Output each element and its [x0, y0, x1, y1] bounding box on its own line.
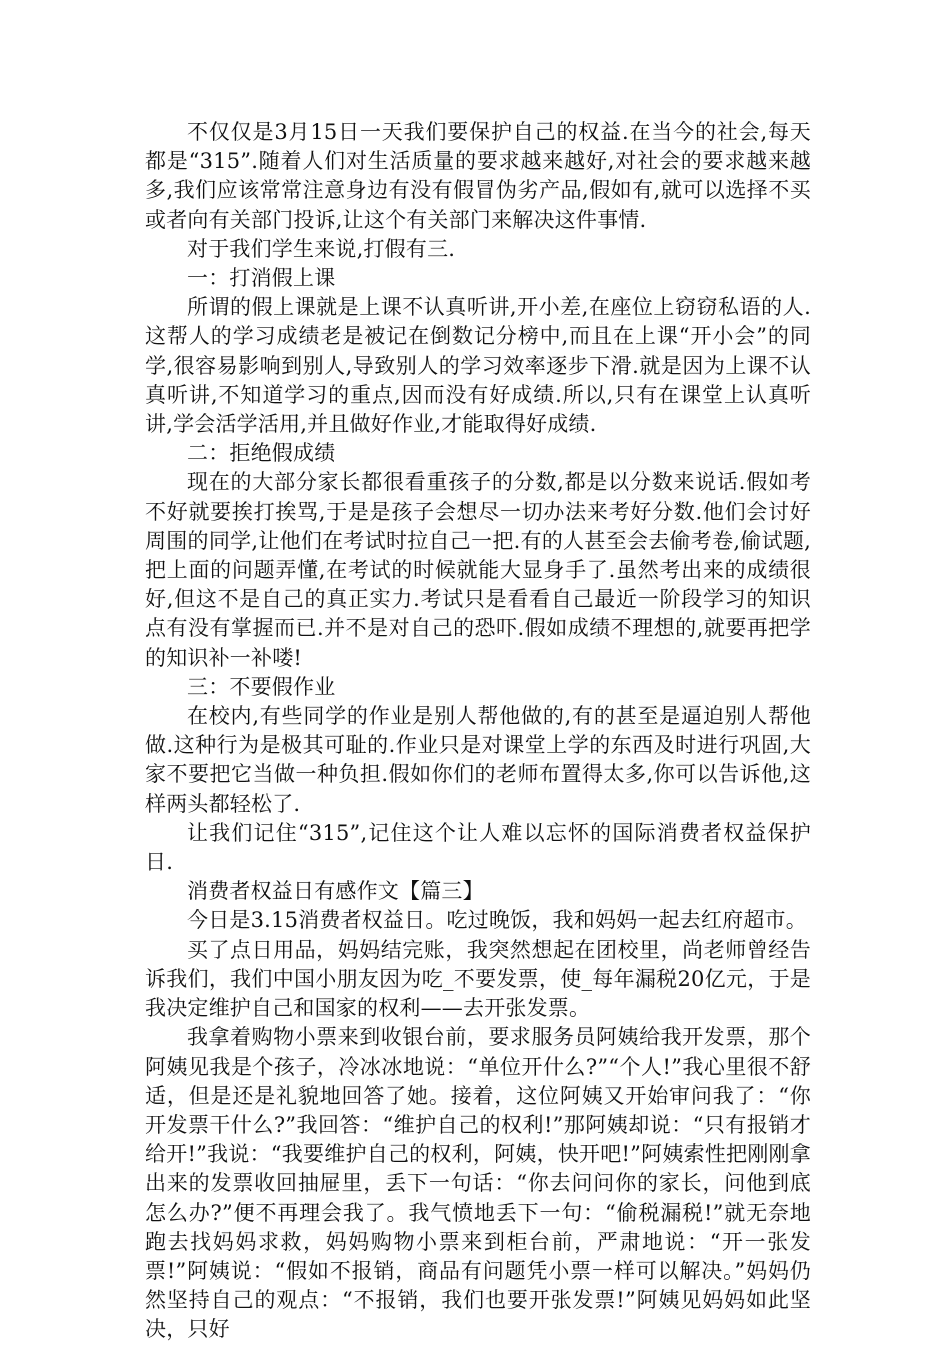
paragraph-point-one: 所谓的假上课就是上课不认真听讲,开小差,在座位上窃窃私语的人.这帮人的学习成绩老是被记在倒数记分榜中,而且在上课“开小会”的同学,很容易影响到别人,导致别人的学习效率逐步下滑.就是因为上课不认真听讲,不知道学习的重点,因而没有好成绩.所以,只有在课堂上认真听讲,学会活学活用,并且做好作业,才能取得好成绩.	[145, 295, 811, 437]
paragraph-point-three: 在校内,有些同学的作业是别人帮他做的,有的甚至是逼迫别人帮他做.这种行为是极其可耻的.作业只是对课堂上学的东西及时进行巩固,大家不要把它当做一种负担.假如你们的老师布置得太多,你可以告诉他,这样两头都轻松了.	[145, 704, 811, 816]
document-body	[145, 118, 811, 1345]
paragraph-receipt-decision: 买了点日用品，妈妈结完账，我突然想起在团校里，尚老师曾经告诉我们，我们中国小朋友因为吃_不要发票，使_每年漏税20亿元，于是我决定维护自己和国家的权利——去开张发票。	[145, 937, 811, 1021]
paragraph-point-two: 现在的大部分家长都很看重孩子的分数,都是以分数来说话.假如考不好就要挨打挨骂,于是是孩子会想尽一切办法来考好分数.他们会讨好周围的同学,让他们在考试时拉自己一把.有的人甚至会去偷考卷,偷试题,把上面的问题弄懂,在考试的时候就能大显身手了.虽然考出来的成绩很好,但这不是自己的真正实力.考试只是看看自己最近一阶段学习的知识点有没有掌握而已.并不是对自己的恐吓.假如成绩不理想的,就要再把学的知识补一补喽!	[145, 470, 811, 670]
paragraph-three-points: 对于我们学生来说,打假有三.	[187, 236, 456, 261]
heading-point-two: 二：拒绝假成绩	[187, 441, 336, 466]
heading-point-one: 一：打消假上课	[187, 266, 336, 291]
heading-point-three: 三：不要假作业	[187, 674, 336, 699]
paragraph-today: 今日是3.15消费者权益日。吃过晚饭，我和妈妈一起去红府超市。	[187, 908, 807, 933]
section-title-part-three: 消费者权益日有感作文【篇三】	[187, 879, 484, 904]
paragraph-intro: 不仅仅是3月15日一天我们要保护自己的权益.在当今的社会,每天都是“315”.随着人们对生活质量的要求越来越好,对社会的要求越来越多,我们应该常常注意身边有没有假冒伪劣产品,假如有,就可以选择不买或者向有关部门投诉,让这个有关部门来解决这件事情.	[145, 120, 811, 232]
paragraph-cashier-dialogue: 我拿着购物小票来到收银台前，要求服务员阿姨给我开发票，那个阿姨见我是个孩子，冷冰冰地说：“单位开什么?”“个人!”我心里很不舒适，但是还是礼貌地回答了她。接着，这位阿姨又开始审问我了：“你开发票干什么?”我回答：“维护自己的权利!”那阿姨却说：“只有报销才给开!”我说：“我要维护自己的权利，阿姨，快开吧!”阿姨索性把刚刚拿出来的发票收回抽屉里，丢下一句话：“你去问问你的家长，问他到底怎么办?”便不再理会我了。我气愤地丢下一句：“偷税漏税!”就无奈地跑去找妈妈求救，妈妈购物小票来到柜台前，严肃地说：“开一张发票!”阿姨说：“假如不报销，商品有问题凭小票一样可以解决。”妈妈仍然坚持自己的观点：“不报销，我们也要开张发票!”阿姨见妈妈如此坚决，只好	[145, 1025, 811, 1342]
paragraph-remember-315: 让我们记住“315”,记住这个让人难以忘怀的国际消费者权益保护日.	[145, 820, 811, 875]
